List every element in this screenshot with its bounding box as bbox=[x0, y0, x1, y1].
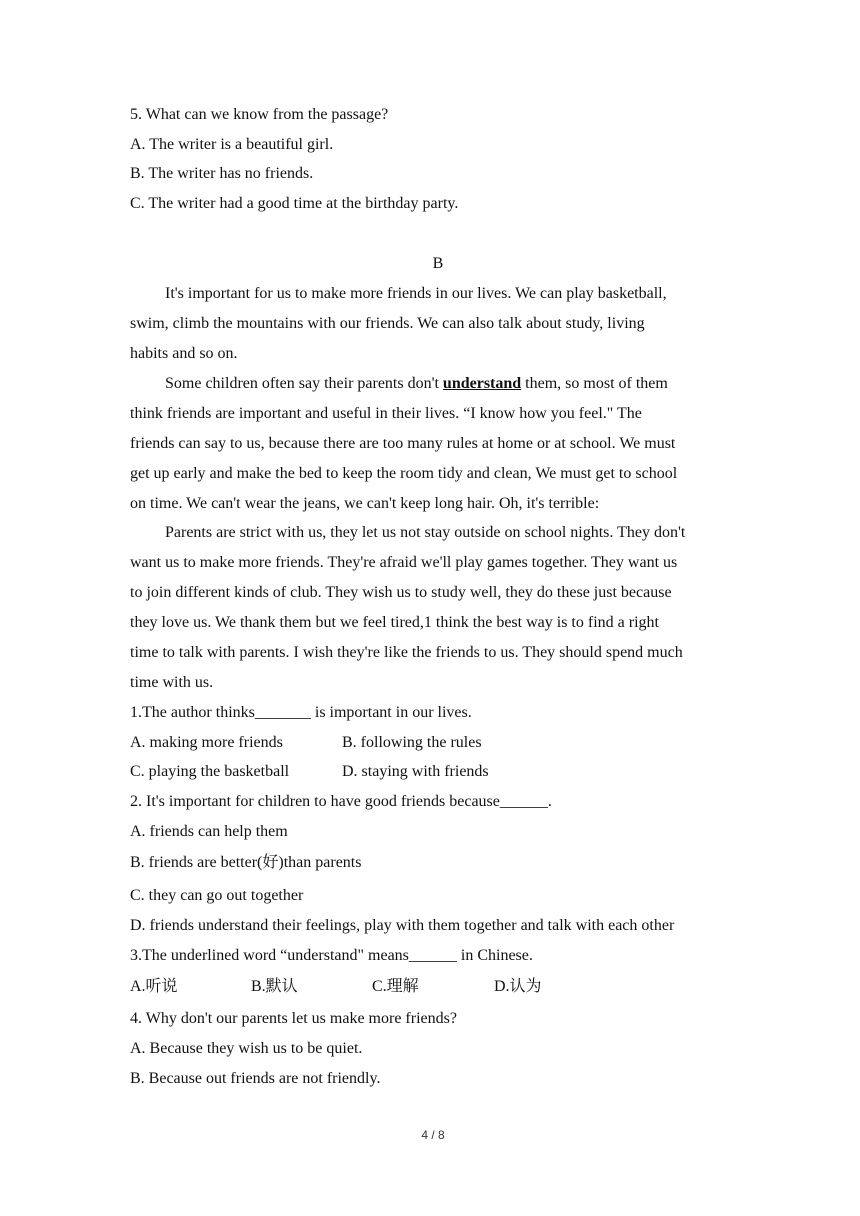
q1-option-d: D. staying with friends bbox=[342, 763, 489, 780]
q2-option-d: D. friends understand their feelings, play with them together and talk with each other bbox=[130, 917, 675, 934]
passage-line: want us to make more friends. They're afraid we'll play games together. They want us bbox=[130, 554, 678, 571]
q1-option-c: C. playing the basketball bbox=[130, 763, 290, 780]
section-heading: B bbox=[432, 255, 444, 272]
q2-option-b: B. friends are better(好)than parents bbox=[130, 854, 362, 871]
passage-line: on time. We can't wear the jeans, we can't keep long hair. Oh, it's terrible: bbox=[130, 495, 600, 512]
q2-option-c: C. they can go out together bbox=[130, 887, 304, 904]
passage-text: them, so most of them bbox=[521, 375, 668, 392]
q3-option-b: B.默认 bbox=[251, 978, 298, 995]
passage-line: time to talk with parents. I wish they're like the friends to us. They should spend much bbox=[130, 644, 683, 661]
q3-question: 3.The underlined word “understand" means______ in Chinese. bbox=[130, 947, 533, 964]
passage-line: they love us. We thank them but we feel tired,1 think the best way is to find a right bbox=[130, 614, 659, 631]
q3-option-d: D.认为 bbox=[494, 978, 542, 995]
q3-option-c: C.理解 bbox=[372, 978, 419, 995]
q1-option-a: A. making more friends bbox=[130, 734, 283, 751]
q4-option-b: B. Because out friends are not friendly. bbox=[130, 1070, 381, 1087]
passage-line: It's important for us to make more friends in our lives. We can play basketball, bbox=[165, 285, 667, 302]
q5-option-a: A. The writer is a beautiful girl. bbox=[130, 136, 334, 153]
passage-line: think friends are important and useful in their lives. “I know how you feel." The bbox=[130, 405, 642, 422]
q5-option-c: C. The writer had a good time at the birthday party. bbox=[130, 195, 459, 212]
passage-line: Parents are strict with us, they let us not stay outside on school nights. They don't bbox=[165, 524, 686, 541]
passage-line: time with us. bbox=[130, 674, 214, 691]
passage-line: get up early and make the bed to keep the room tidy and clean, We must get to school bbox=[130, 465, 678, 482]
q5-option-b: B. The writer has no friends. bbox=[130, 165, 314, 182]
passage-line: swim, climb the mountains with our friends. We can also talk about study, living bbox=[130, 315, 645, 332]
passage-line: habits and so on. bbox=[130, 345, 238, 362]
q2-question: 2. It's important for children to have good friends because______. bbox=[130, 793, 552, 810]
page-number: 4 / 8 bbox=[421, 1128, 445, 1142]
q1-question: 1.The author thinks_______ is important in our lives. bbox=[130, 704, 472, 721]
passage-line: friends can say to us, because there are too many rules at home or at school. We must bbox=[130, 435, 676, 452]
passage-line bbox=[165, 374, 668, 394]
q3-option-a: A.听说 bbox=[130, 978, 178, 995]
q1-option-b: B. following the rules bbox=[342, 734, 482, 751]
q2-option-a: A. friends can help them bbox=[130, 823, 288, 840]
passage-line: to join different kinds of club. They wish us to study well, they do these just because bbox=[130, 584, 672, 601]
q4-option-a: A. Because they wish us to be quiet. bbox=[130, 1040, 363, 1057]
q5-question: 5. What can we know from the passage? bbox=[130, 106, 389, 123]
passage-text: Some children often say their parents don't bbox=[165, 375, 443, 392]
q4-question: 4. Why don't our parents let us make more friends? bbox=[130, 1010, 457, 1027]
underlined-word: understand bbox=[442, 375, 522, 392]
